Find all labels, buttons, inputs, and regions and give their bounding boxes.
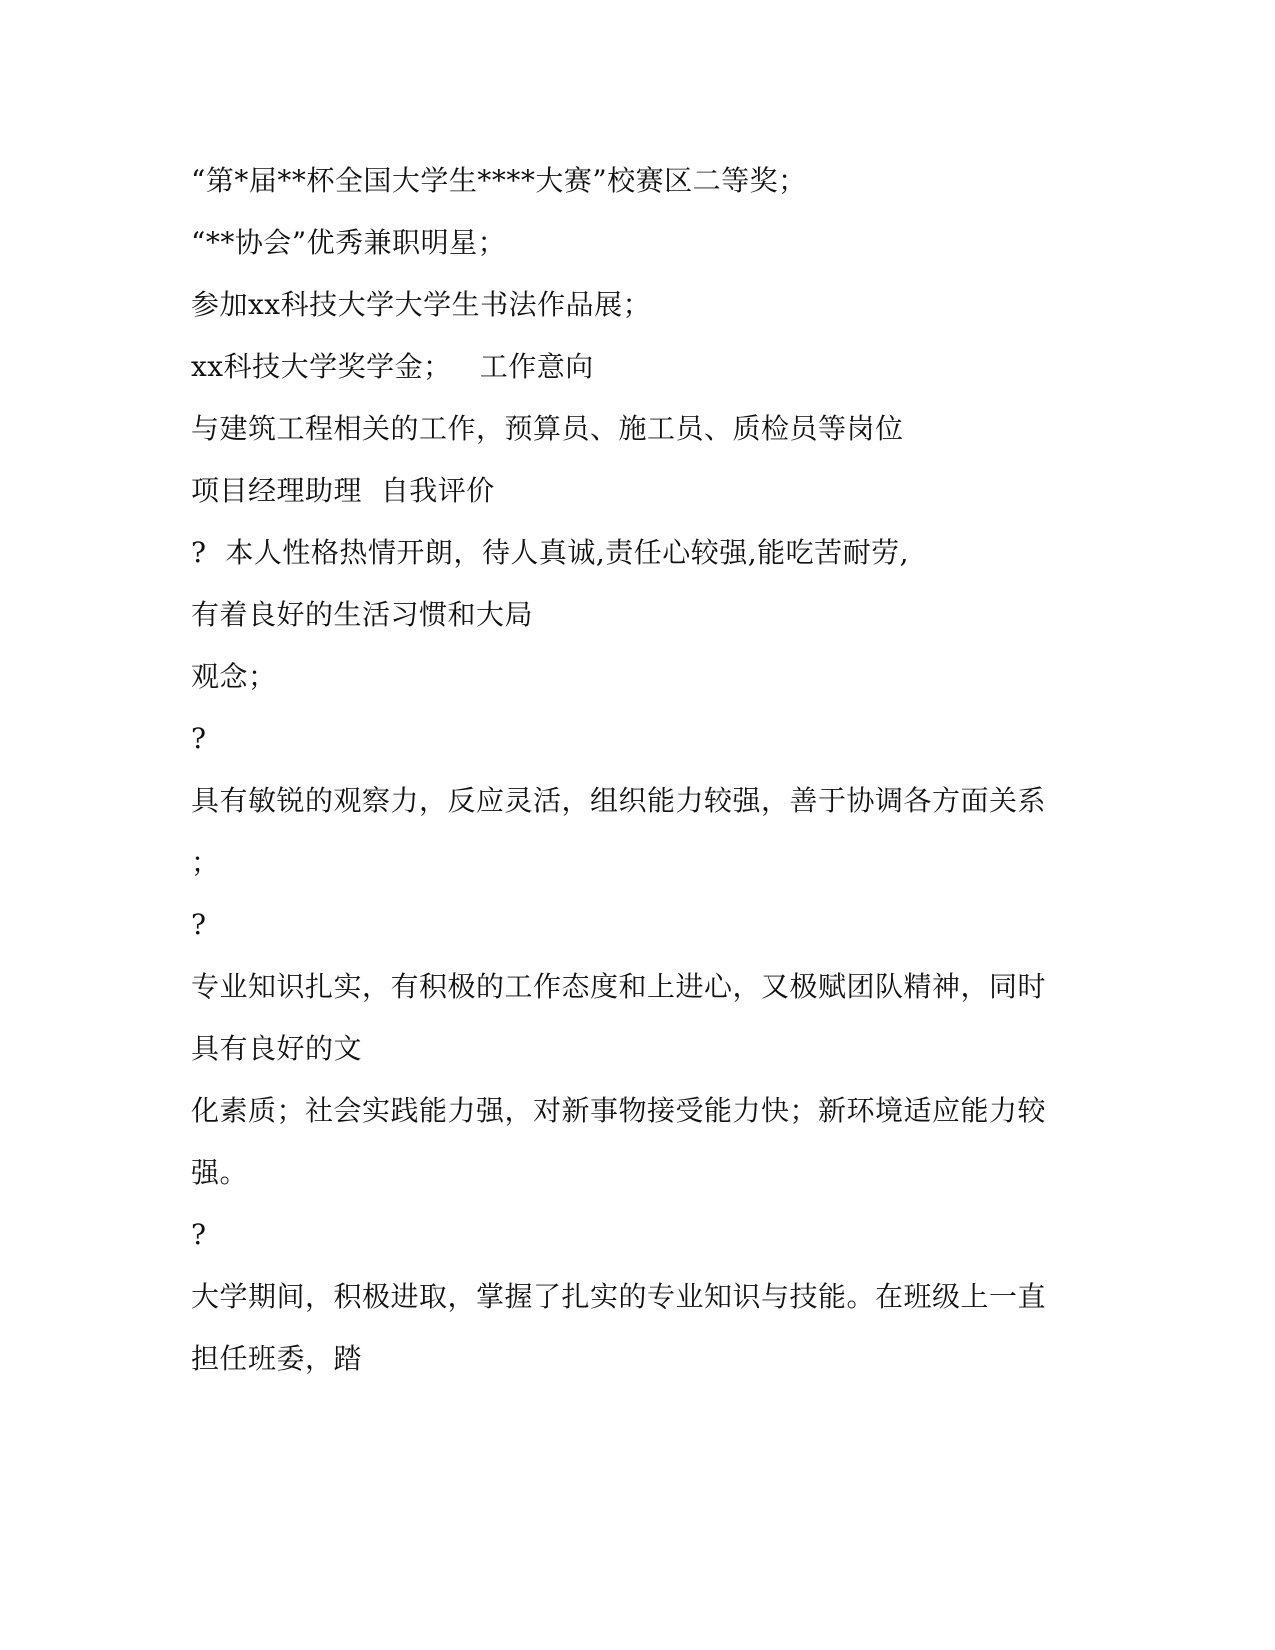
text-line: 强。 xyxy=(191,1156,249,1189)
text-line: 具有良好的文 xyxy=(191,1032,363,1065)
text-line: 具有敏锐的观察力，反应灵活，组织能力较强，善于协调各方面关系 xyxy=(191,784,1047,817)
text-line: ； xyxy=(191,846,220,879)
text-line: xx科技大学奖学金； 工作意向 xyxy=(191,350,594,383)
text-line: 项目经理助理 自我评价 xyxy=(191,474,495,507)
text-line: ? xyxy=(191,722,207,755)
text-line: 参加xx科技大学大学生书法作品展； xyxy=(191,288,652,321)
text-line: 观念； xyxy=(191,660,277,693)
text-line: “**协会”优秀兼职明星； xyxy=(191,226,507,259)
text-line: ? xyxy=(191,908,207,941)
text-line: ? 本人性格热情开朗，待人真诚,责任心较强,能吃苦耐劳, xyxy=(191,536,910,569)
text-line: “第*届**杯全国大学生****大赛”校赛区二等奖； xyxy=(191,164,807,197)
text-line: 有着良好的生活习惯和大局 xyxy=(191,598,534,631)
text-line: 担任班委，踏 xyxy=(191,1342,363,1375)
text-line: 与建筑工程相关的工作，预算员、施工员、质检员等岗位 xyxy=(191,412,904,445)
text-line: 化素质；社会实践能力强，对新事物接受能力快；新环境适应能力较 xyxy=(191,1094,1047,1127)
text-line: 大学期间，积极进取，掌握了扎实的专业知识与技能。在班级上一直 xyxy=(191,1280,1047,1313)
text-line: 专业知识扎实，有积极的工作态度和上进心，又极赋团队精神，同时 xyxy=(191,970,1047,1003)
text-line: ? xyxy=(191,1218,207,1251)
